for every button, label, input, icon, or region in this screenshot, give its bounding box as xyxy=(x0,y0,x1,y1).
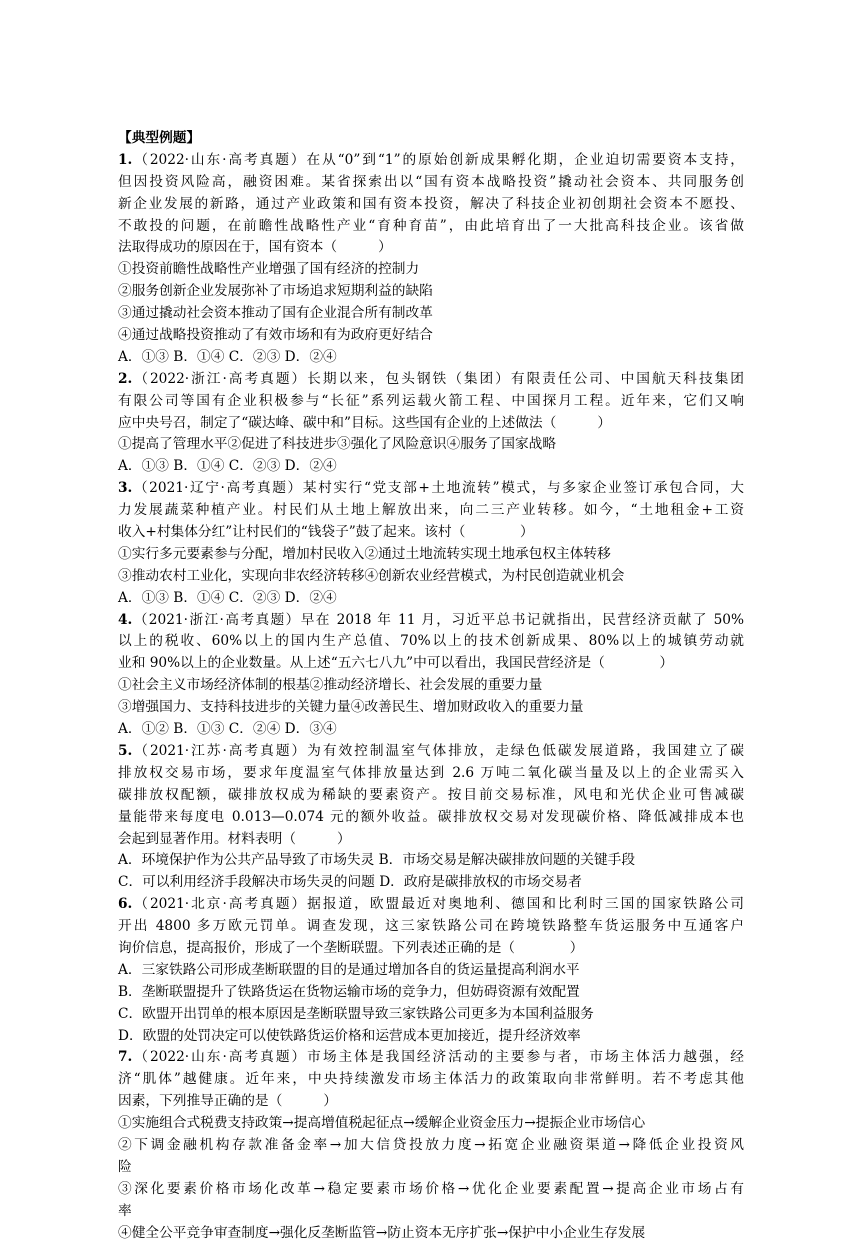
document-body xyxy=(118,150,744,1244)
text-line: ③深化要素价格市场化改革→稳定要素市场价格→优化企业要素配置→提高企业市场占有 xyxy=(118,1180,744,1197)
text-line: C．可以利用经济手段解决市场失灵的问题 D．政府是碳排放权的市场交易者 xyxy=(118,874,582,891)
text-line: 业和 90%以上的企业数量。从上述“五六七八九”中可以看出，我国民营经济是（ ） xyxy=(118,655,674,672)
text-line: 排放权交易市场，要求年度温室气体排放量达到 2.6 万吨二氧化碳当量及以上的企业需买入 xyxy=(118,764,744,781)
text-line: ①实行多元要素参与分配，增加村民收入②通过土地流转实现土地承包权主体转移 xyxy=(118,545,611,562)
text-line: 险 xyxy=(118,1158,132,1175)
text-line: ④健全公平竞争审查制度→强化反垄断监管→防止资本无序扩张→保护中小企业生存发展 xyxy=(118,1224,646,1241)
text-line: ③增强国力、支持科技进步的关键力量④改善民生、增加财政收入的重要力量 xyxy=(118,699,584,716)
text-line: 询价信息，提高报价，形成了一个垄断联盟。下列表述正确的是（ ） xyxy=(118,939,584,956)
text-line: 收入+村集体分红”让村民们的“钱袋子”鼓了起来。该村（ ） xyxy=(118,524,534,541)
text-line: 不敢投的问题，在前瞻性战略性产业“育种育苗”，由此培育出了一大批高科技企业。该省做 xyxy=(118,217,744,234)
text-line: 新企业发展的新路，通过产业政策和国有资本投资，解决了科技企业初创期社会资本不愿投、 xyxy=(118,195,744,212)
text-line: B．垄断联盟提升了铁路货运在货物运输市场的竞争力，但妨碍资源有效配置 xyxy=(118,983,580,1000)
text-line: 率 xyxy=(118,1202,132,1219)
text-line: 会起到显著作用。材料表明（ ） xyxy=(118,830,351,847)
question-stem-line: 6.（2021·北京·高考真题）据报道，欧盟最近对奥地利、德国和比利时三国的国家铁路公司 xyxy=(118,896,744,913)
text-line: 因素，下列推导正确的是（ ） xyxy=(118,1093,338,1110)
text-line: ①投资前瞻性战略性产业增强了国有经济的控制力 xyxy=(118,261,420,278)
text-line: A．①③ B．①④ C．②③ D．②④ xyxy=(118,348,337,365)
text-line: 济“肌体”越健康。近年来，中央持续激发市场主体活力的政策取向非常鲜明。若不考虑其他 xyxy=(118,1071,744,1088)
text-line: 有限公司等国有企业积极参与“长征”系列运载火箭工程、中国探月工程。近年来，它们又响 xyxy=(118,392,744,409)
section-title: 【典型例题】 xyxy=(118,130,201,146)
text-line: A．①② B．①③ C．②④ D．③④ xyxy=(118,721,337,738)
text-line: ①社会主义市场经济体制的根基②推动经济增长、社会发展的重要力量 xyxy=(118,677,543,694)
text-line: A．环境保护作为公共产品导致了市场失灵 B．市场交易是解决碳排放问题的关键手段 xyxy=(118,852,636,869)
question-number: 4. xyxy=(118,611,133,628)
text-line: 应中央号召，制定了“碳达峰、碳中和”目标。这些国有企业的上述做法（ ） xyxy=(118,414,612,431)
text-line: 力发展蔬菜种植产业。村民们从土地上解放出来，向二三产业转移。如今，“土地租金+工资 xyxy=(118,502,744,519)
text-line: ④通过战略投资推动了有效市场和有为政府更好结合 xyxy=(118,327,433,344)
text-line: 开出 4800 多万欧元罚单。调查发现，这三家铁路公司在跨境铁路整车货运服务中互通客户 xyxy=(118,918,744,935)
question-number: 5. xyxy=(118,742,133,759)
text-line: A．①③ B．①④ C．②③ D．②④ xyxy=(118,458,337,475)
question-stem-line: 7.（2022·山东·高考真题）市场主体是我国经济活动的主要参与者，市场主体活力越强，经 xyxy=(118,1049,744,1066)
text-line: D．欧盟的处罚决定可以使铁路货运价格和运营成本更加接近，提升经济效率 xyxy=(118,1027,581,1044)
text-line: 碳排放权配额，碳排放权成为稀缺的要素资产。按目前交易标准，风电和光伏企业可售减碳 xyxy=(118,786,744,803)
text-line: 量能带来每度电 0.013—0.074 元的额外收益。碳排放权交易对发现碳价格、降低减排成本也 xyxy=(118,808,744,825)
question-stem-line: 3.（2021·辽宁·高考真题）某村实行“党支部+土地流转”模式，与多家企业签订承包合同，大 xyxy=(118,480,744,497)
question-number: 2. xyxy=(118,370,133,387)
text-line: A．①③ B．①④ C．②③ D．②④ xyxy=(118,589,337,606)
text-line: ①实施组合式税费支持政策→提高增值税起征点→缓解企业资金压力→提振企业市场信心 xyxy=(118,1115,646,1132)
question-stem-line: 5.（2021·江苏·高考真题）为有效控制温室气体排放，走绿色低碳发展道路，我国建立了碳 xyxy=(118,742,744,759)
text-line: A．三家铁路公司形成垄断联盟的目的是通过增加各自的货运量提高利润水平 xyxy=(118,961,580,978)
text-line: ②下调金融机构存款准备金率→加大信贷投放力度→拓宽企业融资渠道→降低企业投资风 xyxy=(118,1136,744,1153)
question-number: 1. xyxy=(118,151,133,168)
question-number: 3. xyxy=(118,480,133,497)
text-line: C．欧盟开出罚单的根本原因是垄断联盟导致三家铁路公司更多为本国利益服务 xyxy=(118,1005,594,1022)
question-number: 7. xyxy=(118,1049,133,1066)
document-page xyxy=(118,128,744,1244)
text-line: ②服务创新企业发展弥补了市场追求短期利益的缺陷 xyxy=(118,283,433,300)
text-line: 法取得成功的原因在于，国有资本（ ） xyxy=(118,239,392,256)
text-line: ①提高了管理水平②促进了科技进步③强化了风险意识④服务了国家战略 xyxy=(118,436,557,453)
question-number: 6. xyxy=(118,896,133,913)
question-stem-line: 1.（2022·山东·高考真题）在从“0”到“1”的原始创新成果孵化期，企业迫切需要资本支持， xyxy=(118,151,744,168)
question-stem-line: 2.（2022·浙江·高考真题）长期以来，包头钢铁（集团）有限责任公司、中国航天科技集团 xyxy=(118,370,744,387)
text-line: ③通过撬动社会资本推动了国有企业混合所有制改革 xyxy=(118,305,433,322)
text-line: ③推动农村工业化，实现向非农经济转移④创新农业经营模式，为村民创造就业机会 xyxy=(118,567,625,584)
text-line: 但因投资风险高，融资困难。某省探索出以“国有资本战略投资”撬动社会资本、共同服务创 xyxy=(118,173,744,190)
question-stem-line: 4.（2021·浙江·高考真题）早在 2018 年 11 月，习近平总书记就指出，民营经济贡献了 50% xyxy=(118,611,744,628)
text-line: 以上的税收、60%以上的国内生产总值、70%以上的技术创新成果、80%以上的城镇劳动就 xyxy=(118,633,744,650)
